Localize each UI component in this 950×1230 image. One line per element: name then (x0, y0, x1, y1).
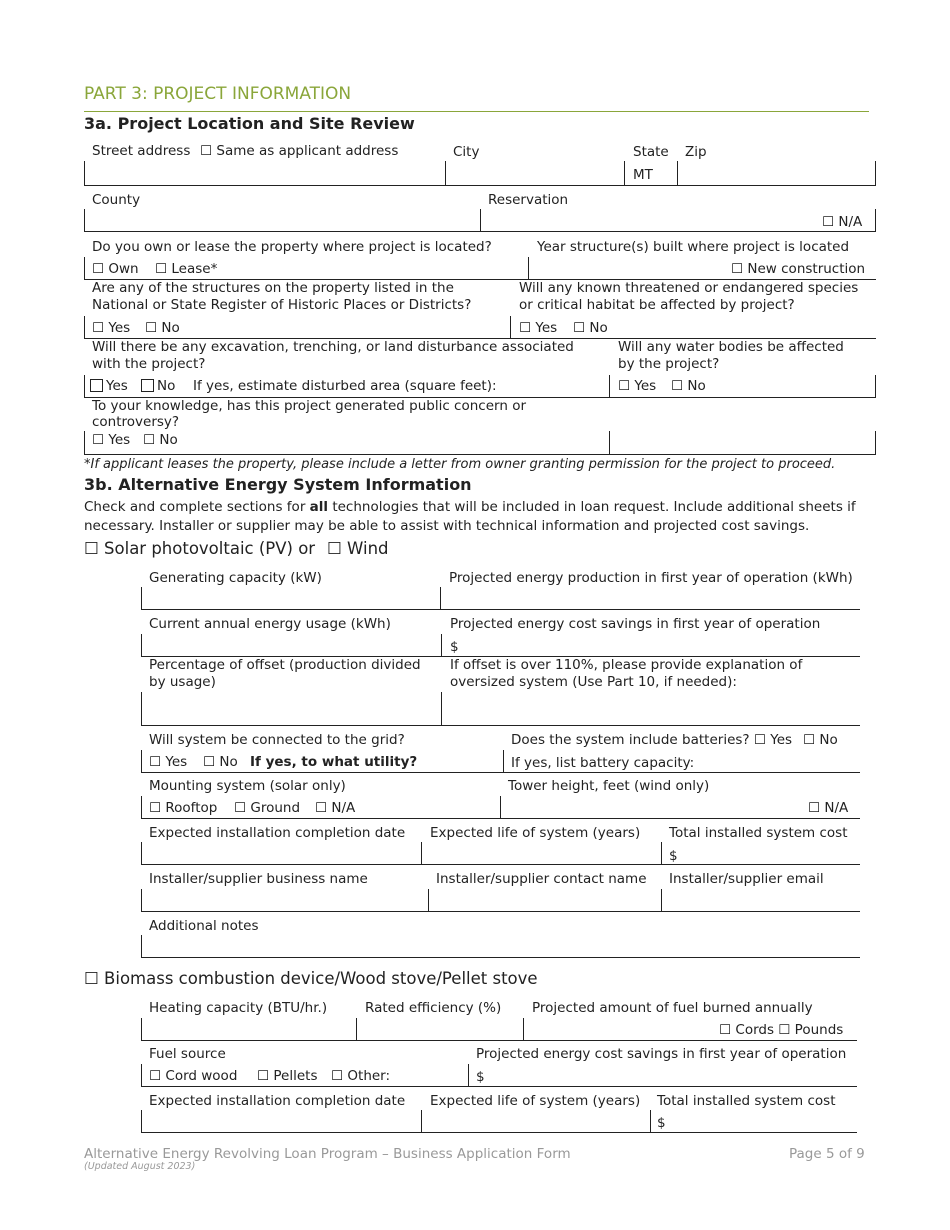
heating-left-border (141, 1018, 142, 1040)
tower-na-checkbox[interactable]: ☐ N/A (808, 800, 849, 816)
excavation-left-border (84, 375, 85, 397)
excavation-water-divider (609, 375, 610, 397)
excavation-yes-box[interactable] (90, 379, 103, 392)
water-no-checkbox[interactable]: ☐ No (671, 378, 706, 394)
zip-label: Zip (685, 144, 707, 160)
installer-name-label: Installer/supplier business name (149, 871, 368, 887)
biomass-cost-label: Total installed system cost (657, 1093, 836, 1109)
county-reservation-divider (480, 209, 481, 231)
section-3b-heading: 3b. Alternative Energy System Information (84, 475, 472, 494)
cord-wood-checkbox[interactable]: ☐ Cord wood (149, 1068, 238, 1084)
grid-utility-label: If yes, to what utility? (250, 754, 418, 770)
historic-species-divider (510, 316, 511, 338)
generating-capacity-field[interactable] (141, 609, 860, 610)
historic-left-border (84, 316, 85, 338)
excavation-no-label: No (157, 378, 176, 394)
oversized-label-line2: oversized system (Use Part 10, if needed): (450, 674, 737, 690)
additional-notes-field[interactable] (141, 957, 860, 958)
grid-left-border (141, 750, 142, 772)
excavation-question-line2: with the project? (92, 356, 206, 372)
offset-divider (441, 692, 442, 725)
fuel-burned-label: Projected amount of fuel burned annually (532, 1000, 813, 1016)
section-3b-intro-line2: necessary. Installer or supplier may be able to assist with technical information and projected cost savings. (84, 518, 810, 534)
historic-question-line1: Are any of the structures on the property listed in the (92, 280, 454, 296)
county-label: County (92, 192, 141, 208)
concern-line (84, 454, 876, 455)
concern-divider (609, 431, 610, 454)
own-lease-divider (528, 257, 529, 279)
address-left-border (84, 161, 85, 185)
savings-dollar-sign: $ (450, 639, 459, 655)
county-left-border (84, 209, 85, 231)
biomass-savings-label: Projected energy cost savings in first year of operation (476, 1046, 847, 1062)
batteries-question: Does the system include batteries? ☐ Yes (511, 732, 793, 748)
city-state-divider (624, 161, 625, 185)
additional-notes-label: Additional notes (149, 918, 259, 934)
excavation-question-line1: Will there be any excavation, trenching, or land disturbance associated (92, 339, 574, 355)
mounting-line (141, 818, 860, 819)
excavation-right-border (875, 375, 876, 397)
section-3a-heading: 3a. Project Location and Site Review (84, 114, 415, 133)
concern-question-line2: controversy? (92, 414, 180, 430)
grid-no-checkbox[interactable]: ☐ No (203, 754, 238, 770)
gen-divider (440, 587, 441, 609)
installer-contact-label: Installer/supplier contact name (436, 871, 647, 887)
solar-pv-checkbox[interactable]: ☐ Solar photovoltaic (PV) or (84, 539, 316, 558)
grid-question: Will system be connected to the grid? (149, 732, 405, 748)
historic-yes-checkbox[interactable]: ☐ Yes (92, 320, 131, 336)
water-question-line2: by the project? (618, 356, 720, 372)
total-cost-label: Total installed system cost (669, 825, 848, 841)
fuel-field[interactable] (141, 1086, 857, 1087)
species-yes-checkbox[interactable]: ☐ Yes (519, 320, 558, 336)
installer-name-contact-divider (428, 889, 429, 911)
biomass-completion-label: Expected installation completion date (149, 1093, 406, 1109)
part-underline (84, 111, 869, 112)
completion-left-border (141, 842, 142, 864)
own-lease-left-border (84, 257, 85, 279)
footer-program-name: Alternative Energy Revolving Loan Program – Business Application Form (84, 1146, 571, 1162)
mounting-left-border (141, 796, 142, 818)
historic-question-line2: National or State Register of Historic Places or Districts? (92, 297, 472, 313)
rooftop-checkbox[interactable]: ☐ Rooftop (149, 800, 218, 816)
species-no-checkbox[interactable]: ☐ No (573, 320, 608, 336)
state-zip-divider (677, 161, 678, 185)
new-construction-checkbox[interactable]: ☐ New construction (731, 261, 866, 277)
completion-field[interactable] (141, 864, 860, 865)
biomass-savings-dollar: $ (476, 1069, 485, 1085)
tower-height-label: Tower height, feet (wind only) (508, 778, 710, 794)
excavation-no-option[interactable] (141, 378, 175, 395)
lease-checkbox[interactable]: ☐ Lease* (155, 261, 218, 277)
heating-capacity-label: Heating capacity (BTU/hr.) (149, 1000, 328, 1016)
intro-text-pre: Check and complete sections for (84, 499, 310, 515)
historic-no-checkbox[interactable]: ☐ No (145, 320, 180, 336)
battery-capacity-label: If yes, list battery capacity: (511, 755, 695, 771)
address-right-border (875, 161, 876, 185)
address-field-line[interactable] (84, 185, 876, 186)
county-right-border (875, 209, 876, 231)
usage-divider (441, 634, 442, 656)
state-value: MT (633, 167, 653, 183)
pellets-checkbox[interactable]: ☐ Pellets (257, 1068, 318, 1084)
same-as-applicant-checkbox[interactable]: ☐ Same as applicant address (200, 143, 399, 159)
concern-yes-checkbox[interactable]: ☐ Yes (92, 432, 131, 448)
heating-efficiency-divider (356, 1018, 357, 1040)
street-address-label: Street address (92, 143, 191, 159)
own-lease-question: Do you own or lease the property where project is located? (92, 239, 492, 255)
own-checkbox[interactable]: ☐ Own (92, 261, 139, 277)
grid-line (141, 772, 860, 773)
state-label: State (633, 144, 669, 160)
biomass-life-label: Expected life of system (years) (430, 1093, 641, 1109)
biomass-life-cost-divider (650, 1110, 651, 1132)
city-label: City (453, 144, 480, 160)
efficiency-fuel-divider (523, 1018, 524, 1040)
species-question-line2: or critical habitat be affected by project? (519, 297, 795, 313)
projected-savings-label: Projected energy cost savings in first year of operation (450, 616, 821, 632)
excavation-yes-label: Yes (106, 378, 128, 394)
installer-contact-email-divider (661, 889, 662, 911)
section-3b-intro-line1 (84, 499, 856, 516)
fuel-left-border (141, 1064, 142, 1086)
biomass-completion-field[interactable] (141, 1132, 857, 1133)
grid-divider (503, 750, 504, 772)
oversized-label-line1: If offset is over 110%, please provide explanation of (450, 657, 803, 673)
biomass-completion-life-divider (421, 1110, 422, 1132)
heating-field[interactable] (141, 1040, 857, 1041)
reservation-label: Reservation (488, 192, 569, 208)
other-fuel-checkbox[interactable]: ☐ Other: (331, 1068, 391, 1084)
excavation-yes-option[interactable] (90, 378, 128, 395)
part-title: PART 3: PROJECT INFORMATION (84, 84, 352, 104)
installer-left-border (141, 889, 142, 911)
species-question-line1: Will any known threatened or endangered species (519, 280, 859, 296)
fuel-source-label: Fuel source (149, 1046, 226, 1062)
intro-text-post: technologies that will be included in loan request. Include additional sheets if (328, 499, 856, 515)
concern-right-border (875, 431, 876, 454)
year-built-question: Year structure(s) built where project is located (537, 239, 850, 255)
mounting-na-checkbox[interactable]: ☐ N/A (315, 800, 356, 816)
current-usage-label: Current annual energy usage (kWh) (149, 616, 391, 632)
biomass-completion-left-border (141, 1110, 142, 1132)
offset-left-border (141, 692, 142, 725)
water-question-line1: Will any water bodies be affected (618, 339, 844, 355)
total-cost-dollar-sign: $ (669, 848, 678, 864)
gen-left-border (141, 587, 142, 609)
expected-life-label: Expected life of system (years) (430, 825, 641, 841)
street-city-divider (445, 161, 446, 185)
biomass-cost-dollar: $ (657, 1115, 666, 1131)
mounting-divider (500, 796, 501, 818)
completion-date-label: Expected installation completion date (149, 825, 406, 841)
intro-text-bold: all (309, 499, 329, 515)
biomass-checkbox[interactable]: ☐ Biomass combustion device/Wood stove/Pellet stove (84, 969, 538, 988)
concern-no-checkbox[interactable]: ☐ No (143, 432, 178, 448)
excavation-no-box[interactable] (141, 379, 154, 392)
usage-left-border (141, 634, 142, 656)
footer-updated-date: (Updated August 2023) (84, 1161, 196, 1172)
rated-efficiency-label: Rated efficiency (%) (365, 1000, 502, 1016)
wind-checkbox[interactable]: ☐ Wind (327, 539, 389, 558)
installer-field[interactable] (141, 911, 860, 912)
concern-left-border (84, 431, 85, 454)
lease-note: *If applicant leases the property, please include a letter from owner granting permission for the project to proceed. (84, 457, 836, 472)
excavation-area-label: If yes, estimate disturbed area (square feet): (193, 378, 497, 394)
batteries-no-checkbox[interactable]: ☐ No (803, 732, 838, 748)
water-yes-checkbox[interactable]: ☐ Yes (618, 378, 657, 394)
completion-life-divider (421, 842, 422, 864)
cords-pounds-checkboxes[interactable]: ☐ Cords ☐ Pounds (719, 1022, 844, 1038)
projected-production-label: Projected energy production in first year of operation (kWh) (449, 570, 853, 586)
installer-email-label: Installer/supplier email (669, 871, 824, 887)
offset-label-line1: Percentage of offset (production divided (149, 657, 421, 673)
footer-page-number: Page 5 of 9 (789, 1146, 865, 1162)
fuel-savings-divider (468, 1064, 469, 1086)
ground-checkbox[interactable]: ☐ Ground (234, 800, 301, 816)
offset-label-line2: by usage) (149, 674, 216, 690)
mounting-label: Mounting system (solar only) (149, 778, 346, 794)
reservation-na-checkbox[interactable]: ☐ N/A (822, 214, 863, 230)
notes-left-border (141, 935, 142, 957)
life-cost-divider (661, 842, 662, 864)
county-field-line[interactable] (84, 231, 876, 232)
generating-capacity-label: Generating capacity (kW) (149, 570, 322, 586)
offset-field[interactable] (141, 725, 860, 726)
grid-yes-checkbox[interactable]: ☐ Yes (149, 754, 188, 770)
concern-question-line1: To your knowledge, has this project generated public concern or (92, 398, 526, 414)
